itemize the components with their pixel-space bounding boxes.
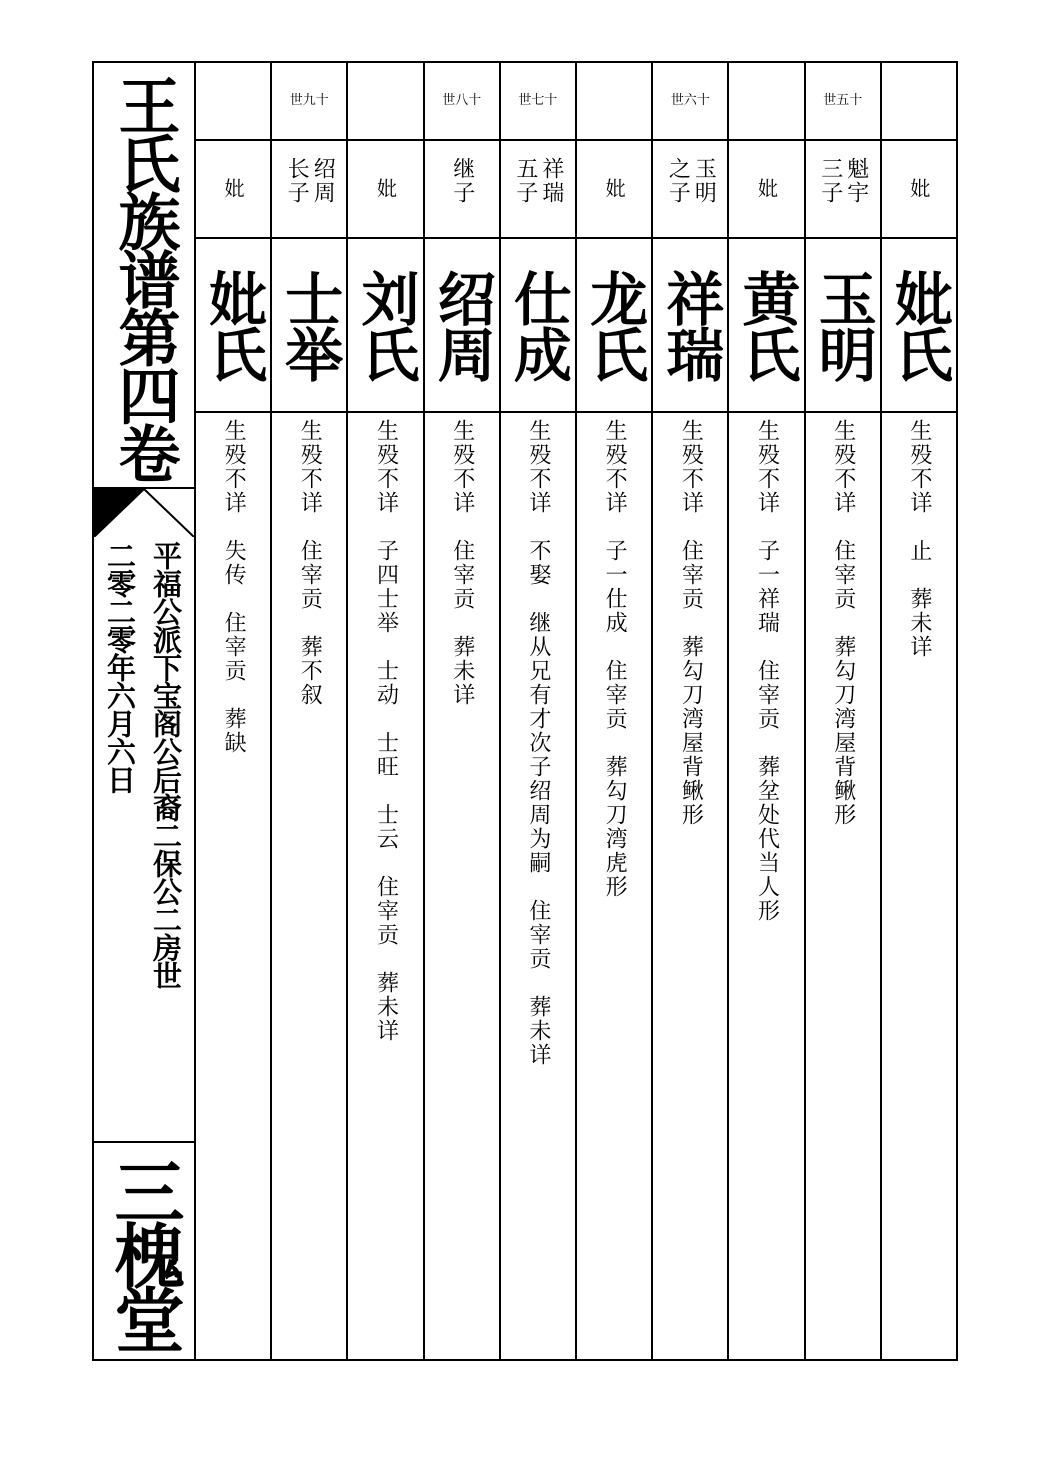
relation-label: 妣 — [221, 178, 246, 200]
description-cell — [806, 413, 880, 1359]
description-cell — [272, 413, 346, 1359]
person-description: 生殁不详 住宰贡 葬勾刀湾屋背鳅形 — [830, 419, 856, 827]
person-name: 妣氏 — [199, 269, 268, 381]
person-name: 妣氏 — [884, 269, 953, 381]
relation-label: 妣 — [754, 178, 779, 200]
generation-label: 世八十 — [425, 63, 499, 141]
genealogy-column — [196, 63, 272, 1359]
description-cell — [729, 413, 803, 1359]
person-description: 生殁不详 住宰贡 葬未详 — [449, 419, 475, 707]
relation-label: 妣 — [602, 178, 627, 200]
description-cell — [577, 413, 651, 1359]
name-cell — [653, 239, 727, 413]
description-cell — [196, 413, 270, 1359]
chevron-ornament-icon — [94, 489, 194, 537]
description-cell — [348, 413, 422, 1359]
generation-label — [348, 63, 422, 141]
relation-label: 魁宇 三子 — [817, 157, 869, 205]
person-name: 仕成 — [503, 269, 572, 381]
name-cell — [577, 239, 651, 413]
book-title: 王氏族谱第四卷 — [108, 74, 181, 480]
generation-label: 世六十 — [653, 63, 727, 141]
generation-label — [196, 63, 270, 141]
generation-label: 世九十 — [272, 63, 346, 141]
relation-cell — [348, 141, 422, 239]
person-description: 生殁不详 住宰贡 葬不叙 — [297, 419, 323, 707]
person-description: 生殁不详 住宰贡 葬勾刀湾屋背鳅形 — [678, 419, 704, 827]
person-name: 绍周 — [427, 269, 496, 381]
person-name: 刘氏 — [351, 269, 420, 381]
genealogy-table — [196, 63, 956, 1359]
relation-cell — [882, 141, 956, 239]
title-column — [94, 63, 196, 1359]
genealogy-column — [729, 63, 805, 1359]
name-cell — [348, 239, 422, 413]
relation-label: 祥瑞 五子 — [512, 157, 564, 205]
generation-label — [882, 63, 956, 141]
genealogy-column — [806, 63, 882, 1359]
name-cell — [882, 239, 956, 413]
person-name: 龙氏 — [580, 269, 649, 381]
genealogy-column — [501, 63, 577, 1359]
genealogy-column — [653, 63, 729, 1359]
relation-cell — [729, 141, 803, 239]
description-cell — [425, 413, 499, 1359]
person-description: 生殁不详 止 葬未详 — [906, 419, 932, 659]
relation-cell — [577, 141, 651, 239]
name-cell — [425, 239, 499, 413]
description-cell — [653, 413, 727, 1359]
hall-divider — [94, 1141, 194, 1143]
relation-cell — [653, 141, 727, 239]
generation-label — [577, 63, 651, 141]
person-description: 生殁不详 子四士举 士动 士旺 士云 住宰贡 葬未详 — [373, 419, 399, 1043]
person-description: 生殁不详 失传 住宰贡 葬缺 — [221, 419, 247, 755]
person-description: 生殁不详 子一祥瑞 住宰贡 葬坌处代当人形 — [754, 419, 780, 923]
name-cell — [272, 239, 346, 413]
date-subtitle: 二零二零年六月六日 — [103, 541, 137, 793]
description-cell — [882, 413, 956, 1359]
name-cell — [501, 239, 575, 413]
relation-cell — [806, 141, 880, 239]
person-name: 士举 — [275, 269, 344, 381]
person-name: 玉明 — [808, 269, 877, 381]
relation-label: 妣 — [373, 178, 398, 200]
genealogy-column — [348, 63, 424, 1359]
genealogy-column — [882, 63, 956, 1359]
generation-label: 世五十 — [806, 63, 880, 141]
relation-cell — [272, 141, 346, 239]
genealogy-column — [272, 63, 348, 1359]
person-name: 黄氏 — [732, 269, 801, 381]
genealogy-column — [425, 63, 501, 1359]
description-cell — [501, 413, 575, 1359]
relation-cell — [196, 141, 270, 239]
name-cell — [196, 239, 270, 413]
person-description: 生殁不详 不娶 继从兄有才次子绍周为嗣 住宰贡 葬未详 — [525, 419, 551, 1067]
generation-label — [729, 63, 803, 141]
relation-cell — [425, 141, 499, 239]
generation-label: 世七十 — [501, 63, 575, 141]
person-description: 生殁不详 子一仕成 住宰贡 葬勾刀湾虎形 — [602, 419, 628, 899]
branch-subtitle: 平福公派下宝阁公后裔二保公二房世 — [149, 541, 183, 989]
name-cell — [806, 239, 880, 413]
relation-label: 玉明 之子 — [665, 157, 717, 205]
hall-name: 三槐堂 — [103, 1156, 186, 1348]
genealogy-page — [92, 61, 958, 1361]
person-name: 祥瑞 — [656, 269, 725, 381]
relation-cell — [501, 141, 575, 239]
relation-label: 继子 — [449, 157, 475, 205]
genealogy-column — [577, 63, 653, 1359]
name-cell — [729, 239, 803, 413]
relation-label: 绍周 长子 — [284, 157, 336, 205]
subtitle-block — [94, 541, 194, 1141]
relation-label: 妣 — [906, 178, 931, 200]
